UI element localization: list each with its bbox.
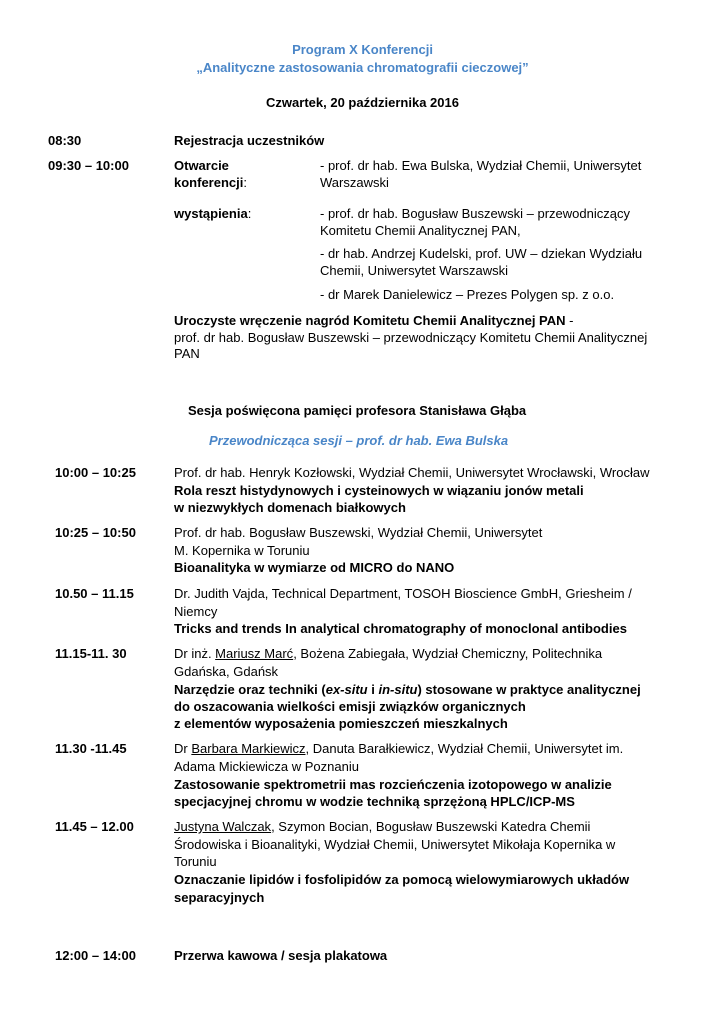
talk-authors: Justyna Walczak, Szymon Bocian, Bogusław Buszewski Katedra Chemii [174,819,591,834]
speaker-buszewski-1: - prof. dr hab. Bogusław Buszewski – przewodniczący [320,206,630,221]
registration-label: Rejestracja uczestników [174,133,325,148]
award-line-1: Uroczyste wręczenie nagród Komitetu Chemii Analitycznej PAN - [174,313,574,328]
talk-authors: Prof. dr hab. Bogusław Buszewski, Wydział Chemii, Uniwersytet [174,525,543,540]
talk-authors: M. Kopernika w Toruniu [174,543,310,558]
talk-authors: Niemcy [174,604,218,619]
speaker-kudelski-1: - dr hab. Andrzej Kudelski, prof. UW – dziekan Wydziału [320,246,643,261]
presenter-name: Justyna Walczak [174,819,272,834]
award-line-2: prof. dr hab. Bogusław Buszewski – przewodniczący Komitetu Chemii Analitycznej [174,330,648,345]
talk-authors: Toruniu [174,854,217,869]
talk-authors: Środowiska i Bioanalityki, Wydział Chemii, Uniwersytet Mikołaja Kopernika w [174,837,616,852]
speaker-buszewski-2: Komitetu Chemii Analitycznej PAN, [320,223,521,238]
talk-title: do oszacowania wielkości emisji związków organicznych [174,699,526,714]
opening-label-2: konferencji: [174,175,247,190]
award-line-3: PAN [174,346,200,361]
talk-title: Zastosowanie spektrometrii mas rozcieńczenia izotopowego w analizie [174,777,612,792]
talk-title: Narzędzie oraz techniki (ex-situ i in-situ) stosowane w praktyce analitycznej [174,682,641,697]
time-registration: 08:30 [48,133,82,148]
speaker-danielewicz: - dr Marek Danielewicz – Prezes Polygen sp. z o.o. [320,287,615,302]
talk-title: Bioanalityka w wymiarze od MICRO do NANO [174,560,455,575]
session-chair: Przewodnicząca sesji – prof. dr hab. Ewa Bulska [209,433,509,448]
talk-title: specjacyjnej chromu w wodzie techniką sprzężoną HPLC/ICP-MS [174,794,575,809]
conference-name: „Analityczne zastosowania chromatografii cieczowej” [196,60,529,75]
break-time: 12:00 – 14:00 [55,948,136,963]
talk-title: w niezwykłych domenach białkowych [174,500,406,515]
conference-program-title: Program X Konferencji [292,42,433,57]
talk-authors: Dr Barbara Markiewicz, Danuta Barałkiewicz, Wydział Chemii, Uniwersytet im. [174,741,624,756]
speeches-label: wystąpienia: [174,206,252,221]
talk-time: 10:25 – 10:50 [55,525,136,540]
presenter-name: Mariusz Marć [215,646,294,661]
talk-time: 11.45 – 12.00 [55,819,134,834]
talk-title: Rola reszt histydynowych i cysteinowych w wiązaniu jonów metali [174,483,584,498]
speaker-bulska-2: Warszawski [320,175,389,190]
talk-title: Oznaczanie lipidów i fosfolipidów za pomocą wielowymiarowych układów [174,872,630,887]
talk-authors: Dr. Judith Vajda, Technical Department, TOSOH Bioscience GmbH, Griesheim / [174,586,632,601]
talk-authors: Dr inż. Mariusz Marć, Bożena Zabiegała, Wydział Chemiczny, Politechnika [174,646,603,661]
talk-title: z elementów wyposażenia pomieszczeń mieszkalnych [174,716,508,731]
talk-title: Tricks and trends In analytical chromatography of monoclonal antibodies [174,621,627,636]
talk-time: 11.30 -11.45 [55,741,127,756]
time-opening: 09:30 – 10:00 [48,158,129,173]
talk-authors: Gdańska, Gdańsk [174,664,279,679]
talk-title: separacyjnych [174,890,265,905]
break-label: Przerwa kawowa / sesja plakatowa [174,948,388,963]
session-title: Sesja poświęcona pamięci profesora Stanisława Głąba [188,403,527,418]
talk-time: 10.50 – 11.15 [55,586,134,601]
presenter-name: Barbara Markiewicz [191,741,306,756]
opening-label-1: Otwarcie [174,158,229,173]
talk-authors: Prof. dr hab. Henryk Kozłowski, Wydział Chemii, Uniwersytet Wrocławski, Wrocław [174,465,650,480]
speaker-kudelski-2: Chemii, Uniwersytet Warszawski [320,263,509,278]
speaker-bulska-1: - prof. dr hab. Ewa Bulska, Wydział Chemii, Uniwersytet [320,158,642,173]
day-date: Czwartek, 20 października 2016 [266,95,459,110]
talk-time: 10:00 – 10:25 [55,465,136,480]
talk-authors: Adama Mickiewicza w Poznaniu [174,759,359,774]
talk-time: 11.15-11. 30 [55,646,127,661]
